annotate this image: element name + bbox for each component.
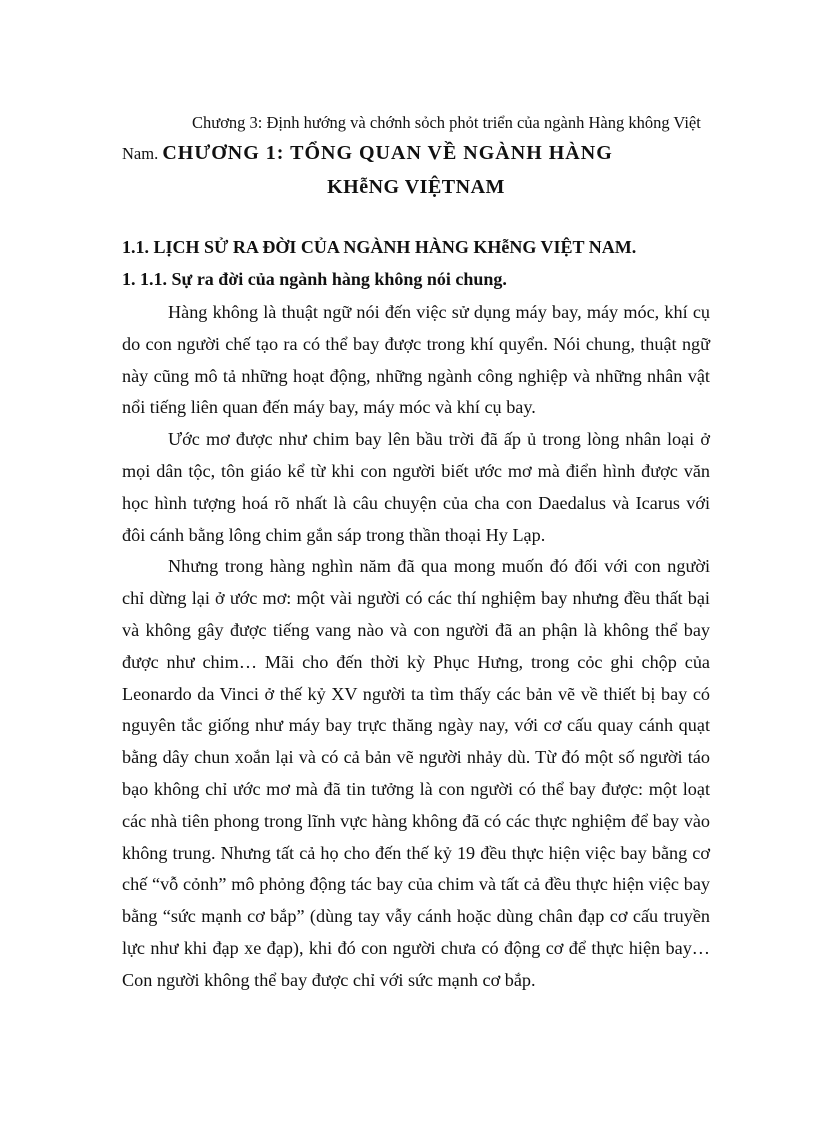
chapter-title: CHƯƠNG 1: TỔNG QUAN VỀ NGÀNH HÀNG [162, 142, 613, 164]
toc-chapter-3: Chương 3: Định hướng và chớnh sỏch phỏt triển của ngành Hàng không Việt Nam. [122, 113, 701, 163]
chapter-title-continued: KHễNG VIỆTNAM [327, 176, 505, 198]
toc-line-with-chapter-title [122, 108, 710, 169]
section-heading: 1.1. LỊCH SỬ RA ĐỜI CỦA NGÀNH HÀNG KHễNG VIỆT NAM. [122, 237, 637, 257]
subsection-heading: 1. 1.1. Sự ra đời của ngành hàng không nói chung. [122, 269, 507, 289]
paragraph-1: Hàng không là thuật ngữ nói đến việc sử dụng máy bay, máy móc, khí cụ do con người chế tạo ra có thể bay được trong khí quyển. Nói chung, thuật ngữ này cũng mô tả những hoạt động, những ngành công nghiệp và những nhân vật nổi tiếng liên quan đến máy bay, máy móc và khí cụ bay. [122, 302, 710, 418]
paragraph-2: Ước mơ được như chim bay lên bầu trời đã ấp ủ trong lòng nhân loại ở mọi dân tộc, tôn giáo kể từ khi con người biết ước mơ mà điển hình được văn học hình tượng hoá rõ nhất là câu chuyện của cha con Daedalus và Icarus với đôi cánh bằng lông chim gắn sáp trong thần thoại Hy Lạp. [122, 429, 710, 545]
document-page [122, 108, 710, 997]
paragraph-3: Nhưng trong hàng nghìn năm đã qua mong muốn đó đối với con người chỉ dừng lại ở ước mơ: một vài người có các thí nghiệm bay nhưng đều thất bại và không gây được tiếng vang nào và con người đã an phận là không thể bay được như chim… Mãi cho đến thời kỳ Phục Hưng, trong cỏc ghi chộp của Leonardo da Vinci ở thế kỷ XV người ta tìm thấy các bản vẽ về thiết bị bay có nguyên tắc giống như máy bay trực thăng ngày nay, với cơ cấu quay cánh quạt bằng dây chun xoắn lại và có cả bản vẽ người nhảy dù. Từ đó một số người táo bạo không chỉ ước mơ mà đã tin tưởng là con người có thể bay được: một loạt các nhà tiên phong trong lĩnh vực hàng không đã có các thực nghiệm để bay vào không trung. Nhưng tất cả họ cho đến thế kỷ 19 đều thực hiện việc bay bằng cơ chế “vỗ cỏnh” mô phỏng động tác bay của chim và tất cả đều thực hiện việc bay bằng “sức mạnh cơ bắp” (dùng tay vẫy cánh hoặc dùng chân đạp cơ cấu truyền lực như khi đạp xe đạp), khi đó con người chưa có động cơ để thực hiện bay… Con người không thể bay được chỉ với sức mạnh cơ bắp. [122, 556, 710, 990]
